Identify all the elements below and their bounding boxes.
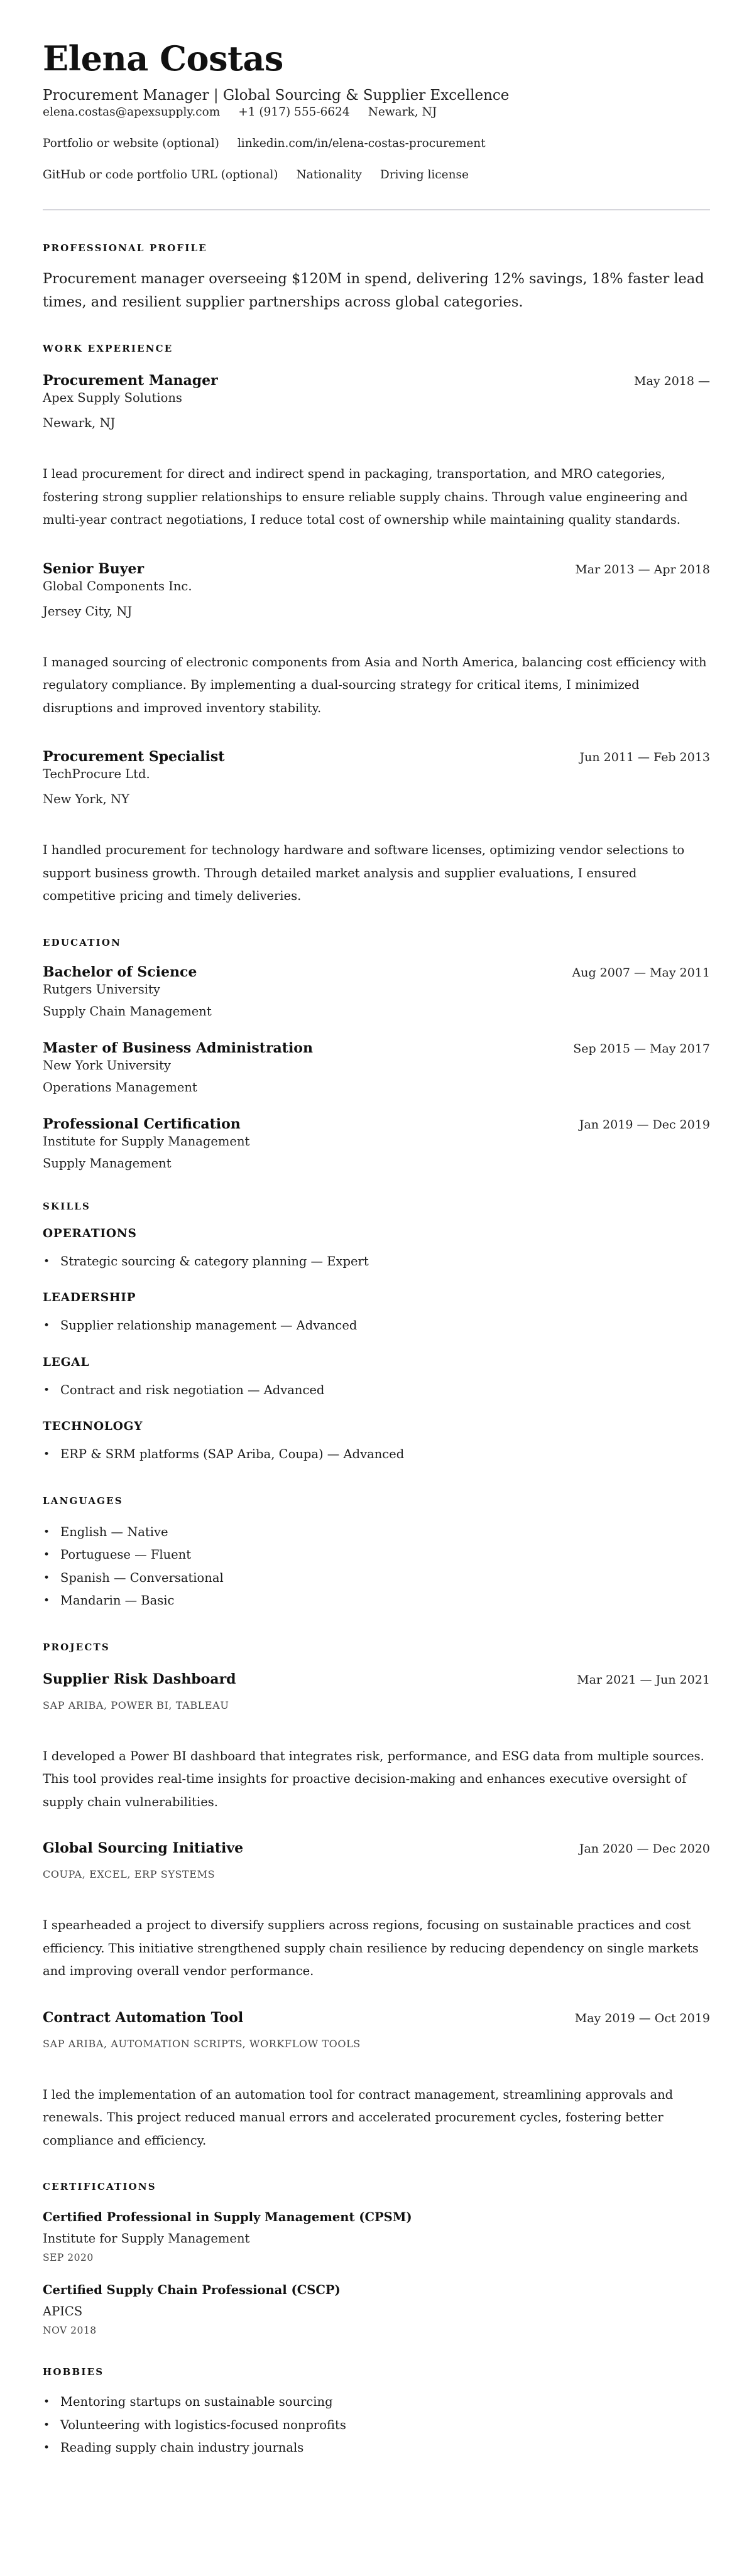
contact-email[interactable]: elena.costas@apexsupply.com xyxy=(43,106,221,119)
contact-portfolio[interactable]: Portfolio or website (optional) xyxy=(43,137,219,150)
hobbies-section xyxy=(43,2366,710,2460)
education-section xyxy=(43,936,710,1172)
project-name: Supplier Risk Dashboard xyxy=(43,1670,236,1687)
contact-row xyxy=(43,105,710,120)
project-description: I developed a Power BI dashboard that integrates risk, performance, and ESG data from multiple sources. This tool provides real-time insights for proactive decision-making and enhances executive oversight of supply chain vulnerabilities. xyxy=(43,1748,704,1809)
job-location: Newark, NJ xyxy=(43,416,116,430)
profile-section xyxy=(43,242,710,314)
skill-category: OPERATIONS xyxy=(43,1226,137,1240)
project-entry xyxy=(43,1670,710,1814)
certification-date: SEP 2020 xyxy=(43,2252,94,2263)
experience-entry xyxy=(43,560,710,720)
school: Rutgers University xyxy=(43,982,160,997)
degree: Bachelor of Science xyxy=(43,963,197,980)
resume-header xyxy=(43,39,710,183)
section-title: LANGUAGES xyxy=(43,1495,123,1507)
section-title: WORK EXPERIENCE xyxy=(43,343,173,354)
company-name: Global Components Inc. xyxy=(43,578,192,593)
candidate-name: Elena Costas xyxy=(43,38,283,78)
degree: Professional Certification xyxy=(43,1115,241,1132)
skill-group xyxy=(43,1226,710,1274)
school: Institute for Supply Management xyxy=(43,1134,250,1149)
section-title: HOBBIES xyxy=(43,2366,104,2378)
job-location: Jersey City, NJ xyxy=(43,603,133,619)
hobby-item: • Reading supply chain industry journals xyxy=(43,2437,710,2460)
project-name: Global Sourcing Initiative xyxy=(43,1840,244,1856)
job-description: I handled procurement for technology hardware and software licenses, optimizing vendor selections to support business growth. Through detailed market analysis and supplier evaluations, I ensured competitive pricing and timely deliveries. xyxy=(43,843,685,903)
section-title: SKILLS xyxy=(43,1200,91,1212)
project-tech: SAP ARIBA, POWER BI, TABLEAU xyxy=(43,1699,229,1711)
job-location: New York, NY xyxy=(43,792,129,806)
skill-group xyxy=(43,1355,710,1402)
job-dates: Mar 2013 — Apr 2018 xyxy=(575,562,710,576)
skill-category: LEGAL xyxy=(43,1355,90,1369)
job-description: I managed sourcing of electronic components from Asia and North America, balancing cost efficiency with regulatory compliance. By implementing a dual-sourcing strategy for critical items, I minimized disruptions and improved inventory stability. xyxy=(43,654,707,715)
school: New York University xyxy=(43,1058,171,1073)
skill-item: • Contract and risk negotiation — Advanced xyxy=(43,1379,710,1402)
job-dates: Jun 2011 — Feb 2013 xyxy=(579,750,710,764)
project-dates: May 2019 — Oct 2019 xyxy=(574,2011,710,2025)
language-item: • English — Native xyxy=(43,1521,710,1544)
contact-nationality: Nationality xyxy=(296,168,362,181)
contact-driving-license: Driving license xyxy=(380,168,469,181)
field-of-study: Operations Management xyxy=(43,1080,197,1095)
contact-location: Newark, NJ xyxy=(368,106,437,119)
company-name: TechProcure Ltd. xyxy=(43,767,150,781)
education-entry xyxy=(43,963,710,1020)
education-dates: Aug 2007 — May 2011 xyxy=(572,965,710,980)
job-description: I lead procurement for direct and indirect spend in packaging, transportation, and MRO categories, fostering strong supplier relationships to ensure reliable supply chains. Through value engineering and multi-year contract negotiations, I reduce total cost of ownership while maintaining quality standards. xyxy=(43,467,688,527)
certification-issuer: Institute for Supply Management xyxy=(43,2231,250,2246)
section-title: PROFESSIONAL PROFILE xyxy=(43,242,207,254)
field-of-study: Supply Management xyxy=(43,1155,172,1171)
job-title: Senior Buyer xyxy=(43,560,145,577)
certification-entry xyxy=(43,2282,710,2337)
certification-issuer: APICS xyxy=(43,2304,83,2319)
job-title: Procurement Specialist xyxy=(43,749,225,765)
section-title: PROJECTS xyxy=(43,1641,110,1653)
contact-phone[interactable]: +1 (917) 555-6624 xyxy=(238,106,350,119)
certification-entry xyxy=(43,2209,710,2265)
profile-summary: Procurement manager overseeing $120M in spend, delivering 12% savings, 18% faster lead times, and resilient supplier partnerships across global categories. xyxy=(43,271,704,310)
hobby-item: • Volunteering with logistics-focused nonprofits xyxy=(43,2414,710,2437)
contact-row xyxy=(43,168,710,183)
candidate-headline: Procurement Manager | Global Sourcing & Supplier Excellence xyxy=(43,87,510,104)
header-divider xyxy=(43,209,710,210)
project-description: I spearheaded a project to diversify suppliers across regions, focusing on sustainable practices and cost efficiency. This initiative strengthened supply chain resilience by reducing dependency on single markets and improving overall vendor performance. xyxy=(43,1918,699,1978)
language-item: • Portuguese — Fluent xyxy=(43,1544,710,1567)
experience-entry xyxy=(43,747,710,908)
project-name: Contract Automation Tool xyxy=(43,2009,244,2026)
certification-date: NOV 2018 xyxy=(43,2325,97,2336)
field-of-study: Supply Chain Management xyxy=(43,1004,212,1019)
project-dates: Mar 2021 — Jun 2021 xyxy=(577,1672,710,1687)
job-title: Procurement Manager xyxy=(43,372,218,389)
project-tech: COUPA, EXCEL, ERP SYSTEMS xyxy=(43,1868,216,1880)
project-entry xyxy=(43,1839,710,1983)
language-item: • Spanish — Conversational xyxy=(43,1567,710,1590)
project-tech: SAP ARIBA, AUTOMATION SCRIPTS, WORKFLOW TOOLS xyxy=(43,2037,361,2050)
job-dates: May 2018 — xyxy=(634,374,710,388)
contact-github[interactable]: GitHub or code portfolio URL (optional) xyxy=(43,168,278,181)
skill-category: TECHNOLOGY xyxy=(43,1420,143,1433)
section-title: EDUCATION xyxy=(43,936,122,948)
language-item: • Mandarin — Basic xyxy=(43,1589,710,1613)
certification-name: Certified Professional in Supply Management (CPSM) xyxy=(43,2210,412,2224)
education-dates: Sep 2015 — May 2017 xyxy=(573,1041,710,1056)
skill-item: • Strategic sourcing & category planning — Expert xyxy=(43,1250,710,1274)
skill-item: • Supplier relationship management — Advanced xyxy=(43,1314,710,1338)
languages-section xyxy=(43,1495,710,1613)
section-title: CERTIFICATIONS xyxy=(43,2181,156,2192)
experience-entry xyxy=(43,371,710,532)
education-entry xyxy=(43,1115,710,1172)
degree: Master of Business Administration xyxy=(43,1039,313,1056)
projects-section xyxy=(43,1641,710,2153)
hobby-item: • Mentoring startups on sustainable sourcing xyxy=(43,2391,710,2414)
skills-section xyxy=(43,1200,710,1466)
project-description: I led the implementation of an automation tool for contract management, streamlining approvals and renewals. This project reduced manual errors and accelerated procurement cycles, fostering better compliance and efficiency. xyxy=(43,2087,674,2148)
project-entry xyxy=(43,2008,710,2153)
contact-linkedin[interactable]: linkedin.com/in/elena-costas-procurement xyxy=(237,137,486,150)
company-name: Apex Supply Solutions xyxy=(43,391,182,405)
skill-item: • ERP & SRM platforms (SAP Ariba, Coupa) — Advanced xyxy=(43,1443,710,1466)
certification-name: Certified Supply Chain Professional (CSCP) xyxy=(43,2283,341,2297)
education-dates: Jan 2019 — Dec 2019 xyxy=(579,1117,710,1132)
skill-group xyxy=(43,1419,710,1466)
education-entry xyxy=(43,1039,710,1096)
skill-group xyxy=(43,1291,710,1338)
certifications-section xyxy=(43,2180,710,2337)
experience-section xyxy=(43,342,710,908)
contact-row xyxy=(43,136,710,151)
skill-category: LEADERSHIP xyxy=(43,1291,136,1304)
project-dates: Jan 2020 — Dec 2020 xyxy=(579,1842,710,1856)
